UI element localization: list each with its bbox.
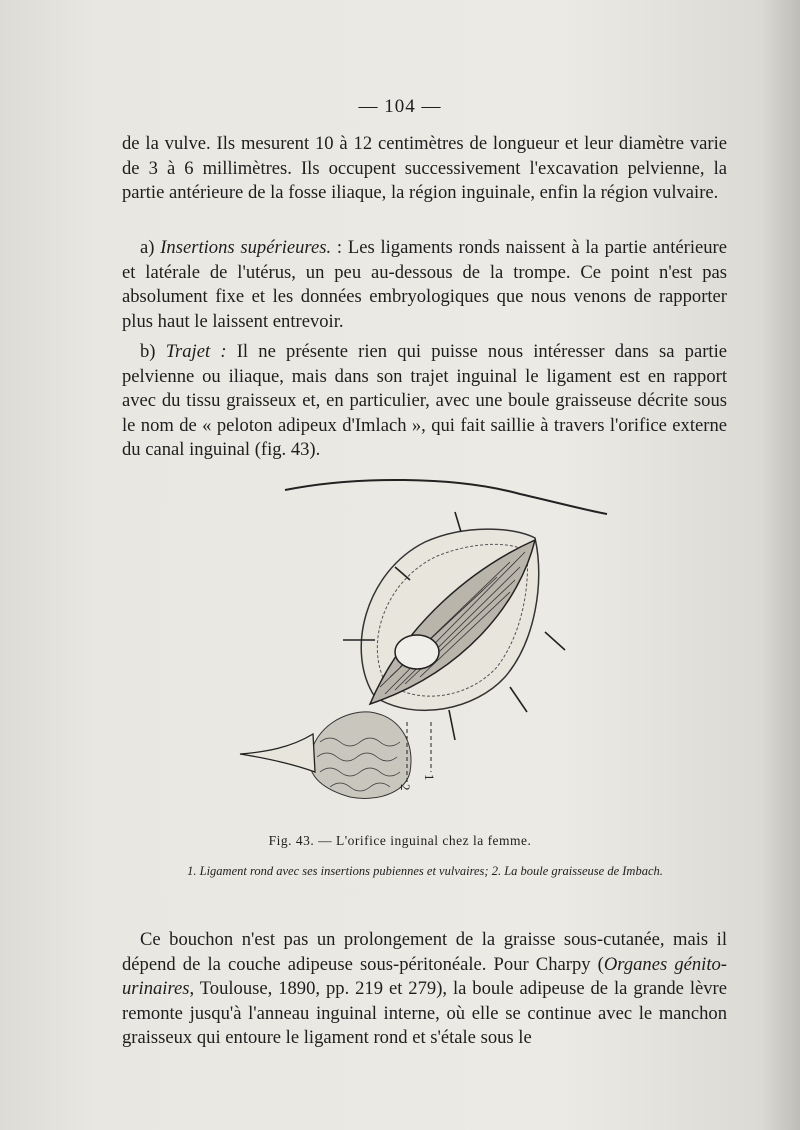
paragraph-2 <box>122 236 727 334</box>
figure-label-2: 2 <box>398 784 413 791</box>
paragraph-3-body: Il ne présente rien qui puisse nous intéresser dans sa partie pelvienne ou iliaque, mais dans son trajet inguinal le ligament est en rapport avec du tissu graisseux et, en particulier, avec une boule graisseuse décrite sous le nom de « peloton adipeux d'Imlach », qui fait saillie à travers l'orifice externe du canal inguinal (fig. 43). <box>122 341 728 460</box>
skin-contour <box>285 480 607 514</box>
paragraph-4-book-title: Organes génito-urinaires <box>122 953 727 999</box>
paragraph-4-part-1: Ce bouchon n'est pas un prolongement de la graisse sous-cutanée, mais il dépend de la couche adipeuse sous-péritonéale. Pour Charpy ( <box>122 929 727 975</box>
inguinal-orifice-illustration <box>235 472 615 822</box>
fat-ball <box>395 635 439 669</box>
page-edge-shade <box>760 0 800 1130</box>
labia-wedge <box>240 734 315 772</box>
paragraph-3 <box>122 340 727 463</box>
figure-label-1: 1 <box>422 774 437 781</box>
paragraph-3-text <box>122 340 727 463</box>
paragraph-2-prefix: a) <box>140 237 161 258</box>
paragraph-1-text: de la vulve. Ils mesurent 10 à 12 centimètres de longueur et leur diamètre varie de 3 à 6 millimètres. Ils occupent successivement l'excavation pelvienne, la partie antérieure de la fosse iliaque, la région inguinale, enfin la région vulvaire. <box>122 133 727 203</box>
anatomical-figure <box>235 472 615 822</box>
paragraph-2-body: : Les ligaments ronds naissent à la partie antérieure et latérale de l'utérus, un peu au-dessous de la trompe. Ce point n'est pas absolument fixe et les données embryologiques que nous venons de rapporter plus haut le laissent entrevoir. <box>122 237 727 332</box>
paragraph-3-prefix: b) <box>140 341 166 362</box>
paragraph-1 <box>122 132 727 206</box>
paragraph-3-heading: Trajet : <box>165 341 227 362</box>
figure-legend: 1. Ligament rond avec ses insertions pubiennes et vulvaires; 2. La boule graisseuse de Imbach. <box>187 864 663 878</box>
paragraph-4-part-2: , Toulouse, 1890, pp. 219 et 279), la boule adipeuse de la grande lèvre remonte jusqu'à l'anneau inguinal interne, où elle se continue avec le manchon graisseux qui entoure le ligament rond et s'étale sous le <box>122 978 727 1048</box>
paragraph-2-text <box>122 236 727 334</box>
figure-caption: Fig. 43. — L'orifice inguinal chez la femme. <box>268 833 532 848</box>
page-number: — 104 — <box>358 96 442 117</box>
paragraph-4 <box>122 928 727 1051</box>
paragraph-2-heading: Insertions supérieures. <box>160 237 332 258</box>
paragraph-4-text <box>122 928 727 1051</box>
